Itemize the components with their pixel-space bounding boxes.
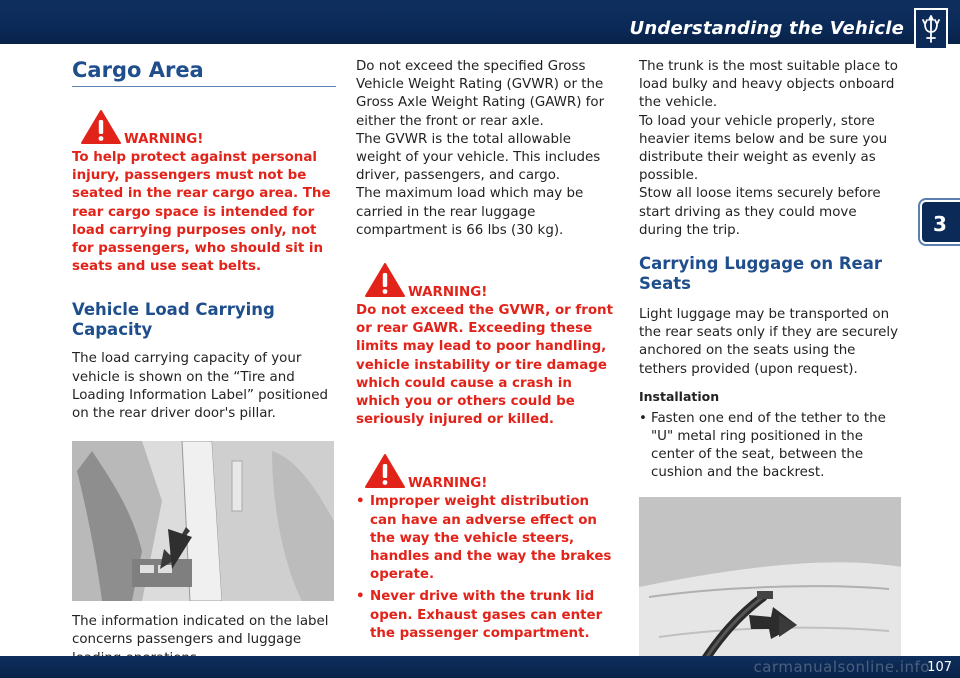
warning-text: Do not exceed the GVWR, or front or rear GAWR. Exceeding these limits may lead to poor handling, vehicle instability or tire damage which could cause a crash in which you or others could be seriously injured or killed.	[356, 303, 613, 428]
column-left	[72, 58, 336, 668]
paragraph: The maximum load which may be carried in the rear luggage compartment is 66 lbs (30 kg).	[356, 186, 584, 238]
chapter-tab[interactable]	[920, 200, 960, 244]
chapter-number: 3	[933, 212, 947, 236]
paragraph: To load your vehicle properly, store heavier items below and be sure you distribute their weight as evenly as possible.	[639, 113, 888, 184]
door-pillar-illustration	[72, 441, 334, 601]
warning-triangle-icon	[364, 262, 406, 298]
page-title: Cargo Area	[72, 58, 336, 87]
warning-list-item: • Never drive with the trunk lid open. Exhaust gases can enter the passenger compartment.	[356, 588, 618, 643]
installation-heading: Installation	[639, 388, 720, 404]
warning-header	[72, 109, 336, 147]
install-step: • Fasten one end of the tether to the "U" metal ring positioned in the center of the seat, between the cushion and the backrest.	[639, 410, 902, 483]
column-right	[639, 58, 902, 669]
warning-list-item: • Improper weight distribution can have an adverse effect on the way the vehicle steers, handles and the way the brakes operate.	[356, 493, 618, 584]
paragraph: Do not exceed the specified Gross Vehicle Weight Rating (GVWR) or the Gross Axle Weight Rating (GAWR) for either the front or rear axle.	[356, 59, 605, 129]
warning-header	[356, 262, 618, 300]
warning-text: To help protect against personal injury, passengers must not be seated in the rear cargo area. The rear cargo space is intended for load carrying purposes only, not for passengers, who should sit in seats and use seat belts.	[72, 150, 331, 275]
warning-triangle-icon	[80, 109, 122, 145]
section-heading: Carrying Luggage on Rear Seats	[639, 254, 882, 294]
warning-label: WARNING!	[408, 285, 488, 301]
rear-seat-tether-illustration	[639, 497, 901, 669]
page-number: 107	[927, 660, 952, 675]
watermark: carmanualsonline.info	[753, 658, 930, 676]
paragraph: The GVWR is the total allowable weight of your vehicle. This includes driver, passengers, and cargo.	[356, 131, 601, 184]
paragraph: Light luggage may be transported on the rear seats only if they are securely anchored on the seats using the tethers provided (upon request).	[639, 307, 899, 377]
warning-label: WARNING!	[124, 132, 204, 147]
section-heading: Vehicle Load Carrying Capacity	[72, 300, 275, 340]
section-title: Understanding the Vehicle	[629, 18, 904, 39]
warning-list	[356, 493, 618, 643]
trident-icon	[914, 8, 948, 48]
paragraph: The information indicated on the label concerns passengers and luggage	[72, 614, 329, 648]
paragraph: Stow all loose items securely before start driving as they could move during the trip.	[639, 186, 881, 238]
warning-header	[356, 453, 618, 491]
column-middle	[356, 58, 618, 647]
paragraph: The load carrying capacity of your vehicle is shown on the “Tire and Loading Information Label” positioned on the rear driver door's pillar.	[72, 351, 328, 422]
warning-label: WARNING!	[408, 476, 488, 492]
warning-triangle-icon	[364, 453, 406, 489]
paragraph: The trunk is the most suitable place to load bulky and heavy objects onboard the vehicle.	[639, 59, 898, 111]
